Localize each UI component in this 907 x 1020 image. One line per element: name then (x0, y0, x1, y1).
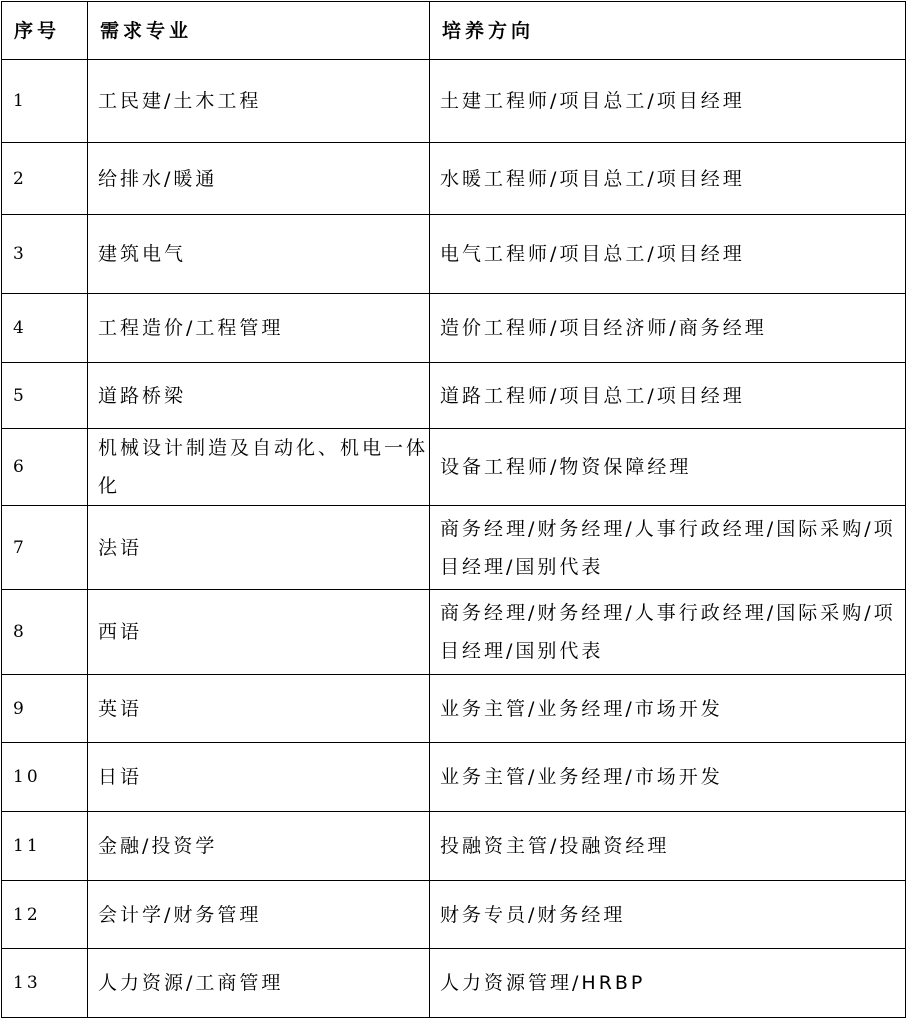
row-major: 机械设计制造及自动化、机电一体化 (88, 429, 430, 506)
row-major: 英语 (88, 675, 430, 743)
table-row (2, 143, 906, 215)
row-direction: 业务主管/业务经理/市场开发 (430, 675, 906, 743)
table-row (2, 215, 906, 294)
table-row (2, 294, 906, 363)
table-row (2, 949, 906, 1018)
row-major: 工民建/土木工程 (88, 60, 430, 143)
table-row (2, 675, 906, 743)
row-no: 5 (2, 363, 88, 429)
row-direction: 投融资主管/投融资经理 (430, 812, 906, 881)
table-row (2, 743, 906, 812)
row-no: 6 (2, 429, 88, 506)
row-no: 12 (2, 881, 88, 949)
row-direction: 人力资源管理/HRBP (430, 949, 906, 1018)
row-direction: 土建工程师/项目总工/项目经理 (430, 60, 906, 143)
table-row (2, 590, 906, 675)
row-major: 会计学/财务管理 (88, 881, 430, 949)
row-direction: 业务主管/业务经理/市场开发 (430, 743, 906, 812)
row-no: 9 (2, 675, 88, 743)
row-direction: 商务经理/财务经理/人事行政经理/国际采购/项目经理/国别代表 (430, 506, 906, 590)
table-header-row (2, 2, 906, 60)
table-row (2, 812, 906, 881)
row-no: 7 (2, 506, 88, 590)
row-direction: 造价工程师/项目经济师/商务经理 (430, 294, 906, 363)
row-direction: 商务经理/财务经理/人事行政经理/国际采购/项目经理/国别代表 (430, 590, 906, 675)
row-direction: 设备工程师/物资保障经理 (430, 429, 906, 506)
row-no: 13 (2, 949, 88, 1018)
row-direction: 水暖工程师/项目总工/项目经理 (430, 143, 906, 215)
row-major: 道路桥梁 (88, 363, 430, 429)
table-row (2, 429, 906, 506)
row-major: 建筑电气 (88, 215, 430, 294)
row-direction: 道路工程师/项目总工/项目经理 (430, 363, 906, 429)
row-major: 法语 (88, 506, 430, 590)
row-major: 工程造价/工程管理 (88, 294, 430, 363)
row-major: 给排水/暖通 (88, 143, 430, 215)
row-direction: 财务专员/财务经理 (430, 881, 906, 949)
row-no: 11 (2, 812, 88, 881)
row-major: 日语 (88, 743, 430, 812)
row-major: 人力资源/工商管理 (88, 949, 430, 1018)
header-no: 序号 (2, 2, 88, 60)
row-no: 8 (2, 590, 88, 675)
header-major: 需求专业 (88, 2, 430, 60)
row-major: 西语 (88, 590, 430, 675)
recruitment-table (1, 1, 906, 1018)
row-no: 4 (2, 294, 88, 363)
table-row (2, 881, 906, 949)
table-row (2, 60, 906, 143)
row-no: 3 (2, 215, 88, 294)
table-row (2, 363, 906, 429)
row-no: 2 (2, 143, 88, 215)
row-no: 10 (2, 743, 88, 812)
row-direction: 电气工程师/项目总工/项目经理 (430, 215, 906, 294)
header-direction: 培养方向 (430, 2, 906, 60)
row-major: 金融/投资学 (88, 812, 430, 881)
row-no: 1 (2, 60, 88, 143)
table-row (2, 506, 906, 590)
